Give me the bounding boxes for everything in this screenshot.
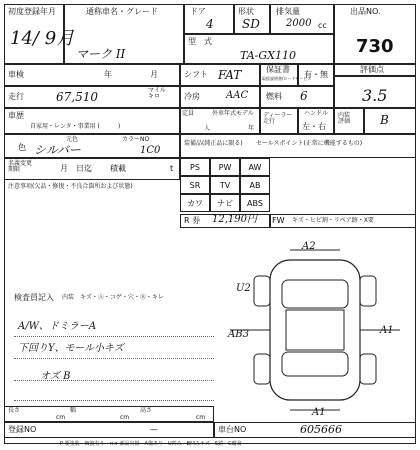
color-no-value: 1C0 [140,145,161,156]
namechange-day: 月 日迄 [60,164,92,173]
note-2: 下回りY、モール小キズ [18,343,124,354]
model-label: 型 式 [188,37,212,46]
displacement-value: 2000 [286,18,312,29]
width-cm: cm [120,414,130,421]
interior-value: B [380,113,389,127]
height-cm: cm [196,414,206,421]
mileage-unit: マイル キロ [148,87,166,100]
equipment-item: SR [180,176,210,194]
door-label: ドア [190,7,206,16]
note-3: オズ B [40,371,71,382]
r-label: R 券 [184,216,201,225]
length-cm: cm [56,414,66,421]
front-left-wheel [254,276,270,306]
dimensions-cell [4,406,214,422]
diagram-header: キズ・ヒビ割・リペア跡・X要 [292,217,374,224]
rating-value: 3.5 [362,86,388,105]
chassis-value: 605666 [300,423,342,436]
interior-label: 内装 評価 [338,112,351,125]
capacity-unit: 人 [204,125,211,132]
color-no-label: カラーNO [122,136,150,143]
history-label: 車歴 [8,111,24,120]
equipment-item: PS [180,158,210,176]
inspector-label: 検査員記入 [14,293,54,302]
shape-label: 形状 [238,7,254,16]
loading-label: 積載 [110,164,126,173]
color-label: 色 [18,143,26,152]
first-reg-value: 14/ 9月 [10,28,75,49]
namechange-label: 名義変更 期限 [8,160,33,173]
notes-label: 注意事項(欠品・修復・不良合箇所および状態) [8,183,133,190]
handle-value: 左・右 [302,122,326,131]
history-sub: 自家用・レンタ・事業用 ( ) [30,123,121,130]
equipment-item: ABS [240,194,270,212]
lot-value: 730 [356,36,394,57]
mileage-value: 67,510 [56,90,98,104]
equipment-label: 装備品(純正品に限る) [184,140,243,147]
dealer-label: ディーラー 走行 [263,112,293,125]
bumper-lines [290,250,340,410]
shift-label: シフト [184,70,208,79]
name-value: マーク II [76,47,126,61]
height-label: 高さ [140,407,153,414]
fuel-label: 燃料 [266,92,282,101]
loading-t: t [170,164,174,173]
r-value: 12,190円 [212,214,257,225]
original-color-label: 元色 [66,136,79,143]
warranty-small: 取扱説明書/ロードサービス [262,76,312,81]
lot-label: 出品NO. [350,7,381,16]
handle-label: ハンドル [304,110,329,117]
inspection-month-label: 月 [150,70,158,79]
shift-value: FAT [218,68,242,82]
footer-legend: P 要塗装 W波有り ×× 部品欠損 A傷あり U凹み B凹みキズ S錆 C腐食 [60,441,242,447]
model-value: TA-GX110 [240,49,297,62]
history-cell [4,108,180,134]
mark-a1-right: A1 [380,325,394,336]
reg-no-label: 登録NO [8,425,37,434]
chassis-label: 車台NO [218,425,247,434]
cc-label: cc [318,21,327,30]
rear-window [282,352,348,376]
warranty-value: 有・無 [304,70,328,79]
front-right-wheel [360,276,376,306]
rear-left-wheel [254,354,270,384]
equipment-item: ナビ [210,194,240,212]
capacity-label: 定員 [182,110,195,117]
shape-value: SD [242,17,260,31]
model-year-unit: 年 [248,125,255,132]
first-reg-label: 初度登録年月 [8,7,56,16]
fw-label: FW [272,216,285,225]
windshield [282,280,348,308]
equipment-item: TV [210,176,240,194]
equipment-item: AB [240,176,270,194]
ac-label: 冷房 [184,92,200,101]
mark-u2: U2 [236,283,251,294]
equipment-item: PW [210,158,240,176]
note-1: A/W、ドミラーA [18,321,97,332]
equipment-item: カワ [180,194,210,212]
inspection-label: 車検 [8,70,24,79]
door-value: 4 [206,17,214,31]
inspection-year-label: 年 [104,70,112,79]
ac-value: AAC [226,90,249,101]
interior-value-cell [364,108,416,134]
displacement-label: 排気量 [276,7,300,16]
sale-point-label: セールスポイント(正常に機能するもの) [256,140,363,147]
reg-dash: — [150,425,158,434]
width-label: 幅 [70,407,77,414]
note-line-1 [14,336,214,337]
color-value: シルバー [34,143,81,157]
fuel-value: 6 [300,89,308,103]
warranty-label: 保証書 [266,65,290,74]
mileage-label: 走行 [8,92,24,101]
equipment-item: AW [240,158,270,176]
length-label: 長さ [8,407,21,414]
roof [286,310,344,350]
mark-a1-rear: A1 [312,407,326,418]
mark-a2: A2 [302,241,316,252]
equipment-grid [180,158,270,212]
mark-ab3: AB3 [228,329,249,340]
note-line-2 [14,358,214,359]
model-year-label: 外車年式モデル [212,110,254,117]
inspector-legend: 内装 キズ・Ⓐ・コゲ・穴・Ⓑ・キレ [62,294,164,301]
note-line-4 [14,400,214,401]
rating-label: 評価点 [360,65,384,74]
rear-right-wheel [360,354,376,384]
name-grade-label: 通称車名・グレード [86,7,158,16]
car-body-outline [270,260,360,400]
